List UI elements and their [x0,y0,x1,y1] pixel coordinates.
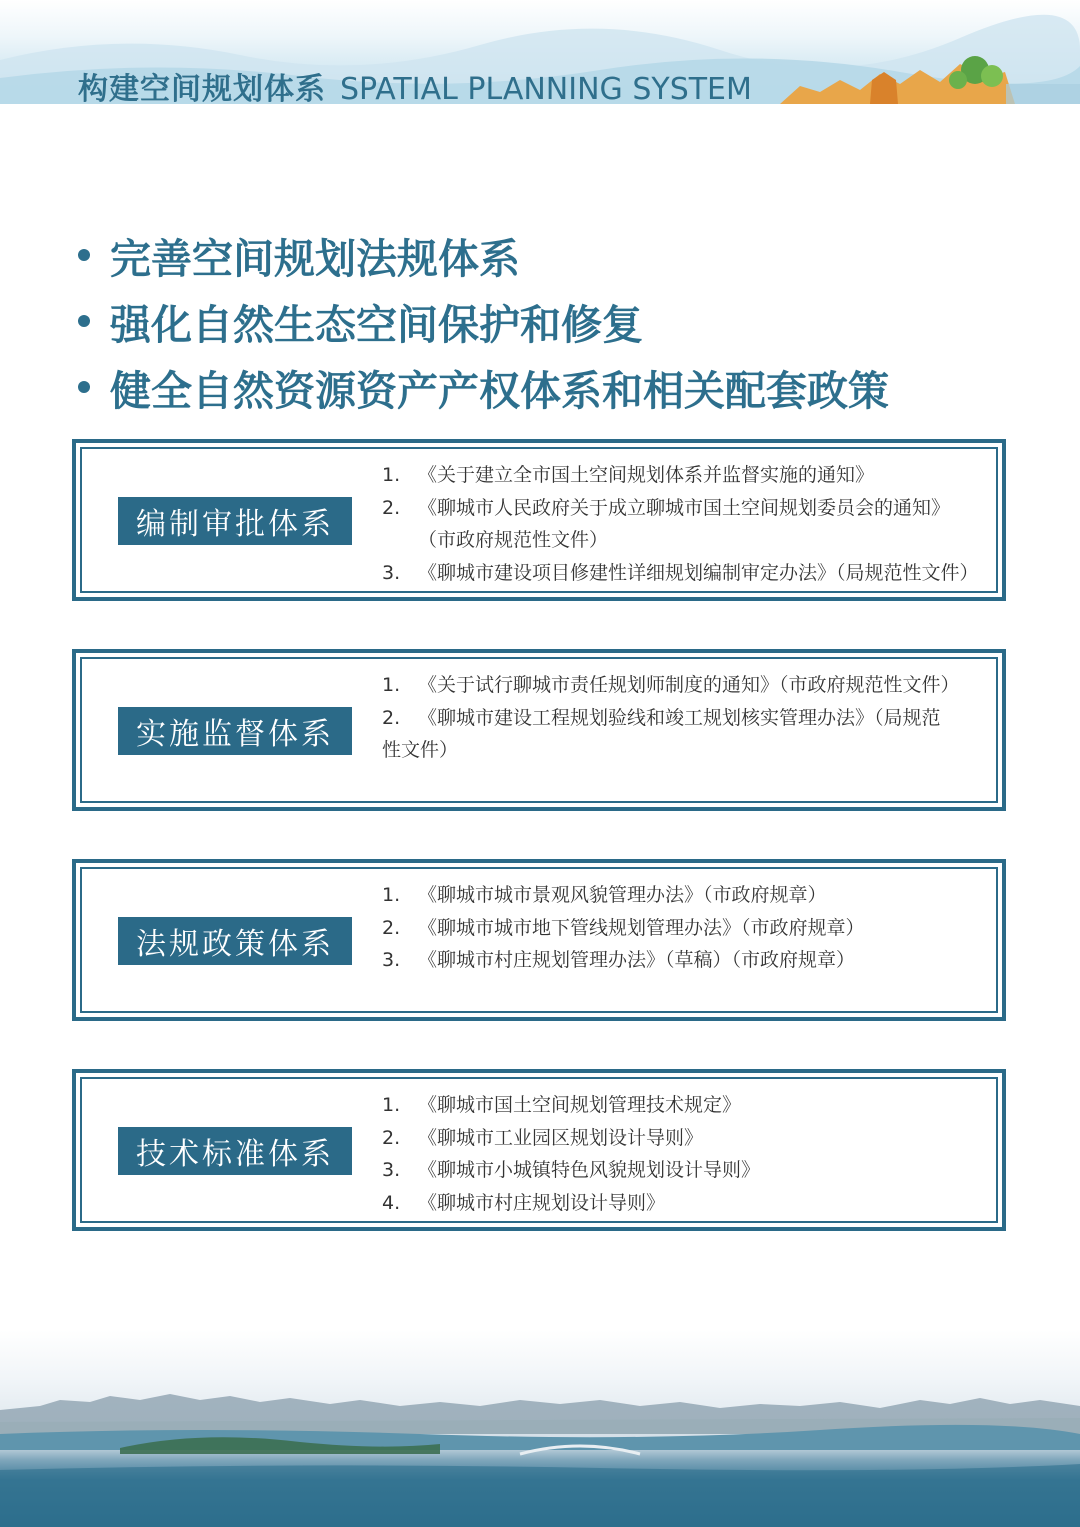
item-line: 《聊城市人民政府关于成立聊城市国土空间规划委员会的通知》 [418,496,951,519]
item-text: 《聊城市国土空间规划管理技术规定》 [418,1094,742,1116]
item-text: 《聊城市工业园区规划设计导则》 [418,1126,704,1149]
item-text: 《聊城市村庄规划管理办法》（草稿）（市政府规章） [418,949,856,971]
item-number: 2. [382,706,401,729]
bullet-dot-icon [78,315,90,327]
section-label: 实施监督体系 [118,707,352,755]
section-item-list [382,459,1002,589]
section-box-supervision [72,649,1006,811]
item-text [418,702,1002,735]
item-text: 《聊城市村庄规划设计导则》 [418,1191,666,1214]
bullet-item [78,222,889,288]
section-item-list [382,879,1002,977]
item-number: 1. [382,884,401,906]
header-title [78,64,752,104]
item-number: 3. [382,949,401,971]
item-line: 《聊城市建设工程规划验线和竣工规划核实管理办法》（局规范 [418,706,941,729]
list-item [382,702,1002,735]
section-label: 技术标准体系 [118,1127,352,1175]
item-number: 1. [382,1094,401,1116]
list-item [382,1122,1002,1155]
bullet-item [78,288,889,354]
list-item [382,734,1002,767]
list-item [382,1089,1002,1122]
list-item [382,669,1002,702]
item-text [418,492,1002,557]
section-item-list [382,669,1002,767]
bullet-list [78,222,889,420]
list-item [382,557,1002,590]
bullet-dot-icon [78,249,90,261]
list-item [382,492,1002,557]
item-text: 《关于试行聊城市责任规划师制度的通知》（市政府规范性文件） [418,674,960,696]
header-title-cn: 构建空间规划体系 [78,72,326,104]
section-box-standards [72,1069,1006,1231]
list-item [382,879,1002,912]
list-item [382,912,1002,945]
section-item-list [382,1089,1002,1219]
item-number: 4. [382,1191,401,1214]
header-banner [0,0,1080,104]
header-title-en: SPATIAL PLANNING SYSTEM [340,72,752,104]
item-text: 《聊城市城市地下管线规划管理办法》（市政府规章） [418,916,865,939]
item-number: 2. [382,916,401,939]
section-box-policy [72,859,1006,1021]
item-number: 1. [382,674,401,696]
bullet-item [78,354,889,420]
item-number: 3. [382,1159,401,1181]
bullet-dot-icon [78,381,90,393]
item-number: 1. [382,464,401,486]
list-item [382,459,1002,492]
section-label: 编制审批体系 [118,497,352,545]
item-number: 3. [382,561,401,584]
footer-city-lake-image [0,1330,1080,1527]
item-number: 2. [382,496,401,519]
item-text: 《聊城市城市景观风貌管理办法》（市政府规章） [418,884,827,906]
item-number: 2. [382,1126,401,1149]
list-item [382,944,1002,977]
item-line: （市政府规范性文件） [418,529,609,551]
item-line: 性文件） [382,739,459,761]
bullet-text: 完善空间规划法规体系 [110,234,520,283]
item-text: 《聊城市建设项目修建性详细规划编制审定办法》（局规范性文件） [418,561,979,584]
bullet-text: 健全自然资源资产产权体系和相关配套政策 [110,366,889,415]
bullet-text: 强化自然生态空间保护和修复 [110,300,643,349]
item-text: 《聊城市小城镇特色风貌规划设计导则》 [418,1159,761,1181]
list-item [382,1154,1002,1187]
list-item [382,1187,1002,1220]
section-label: 法规政策体系 [118,917,352,965]
section-box-approval [72,439,1006,601]
item-text: 《关于建立全市国土空间规划体系并监督实施的通知》 [418,464,875,486]
city-skyline-illustration [0,1330,1080,1527]
